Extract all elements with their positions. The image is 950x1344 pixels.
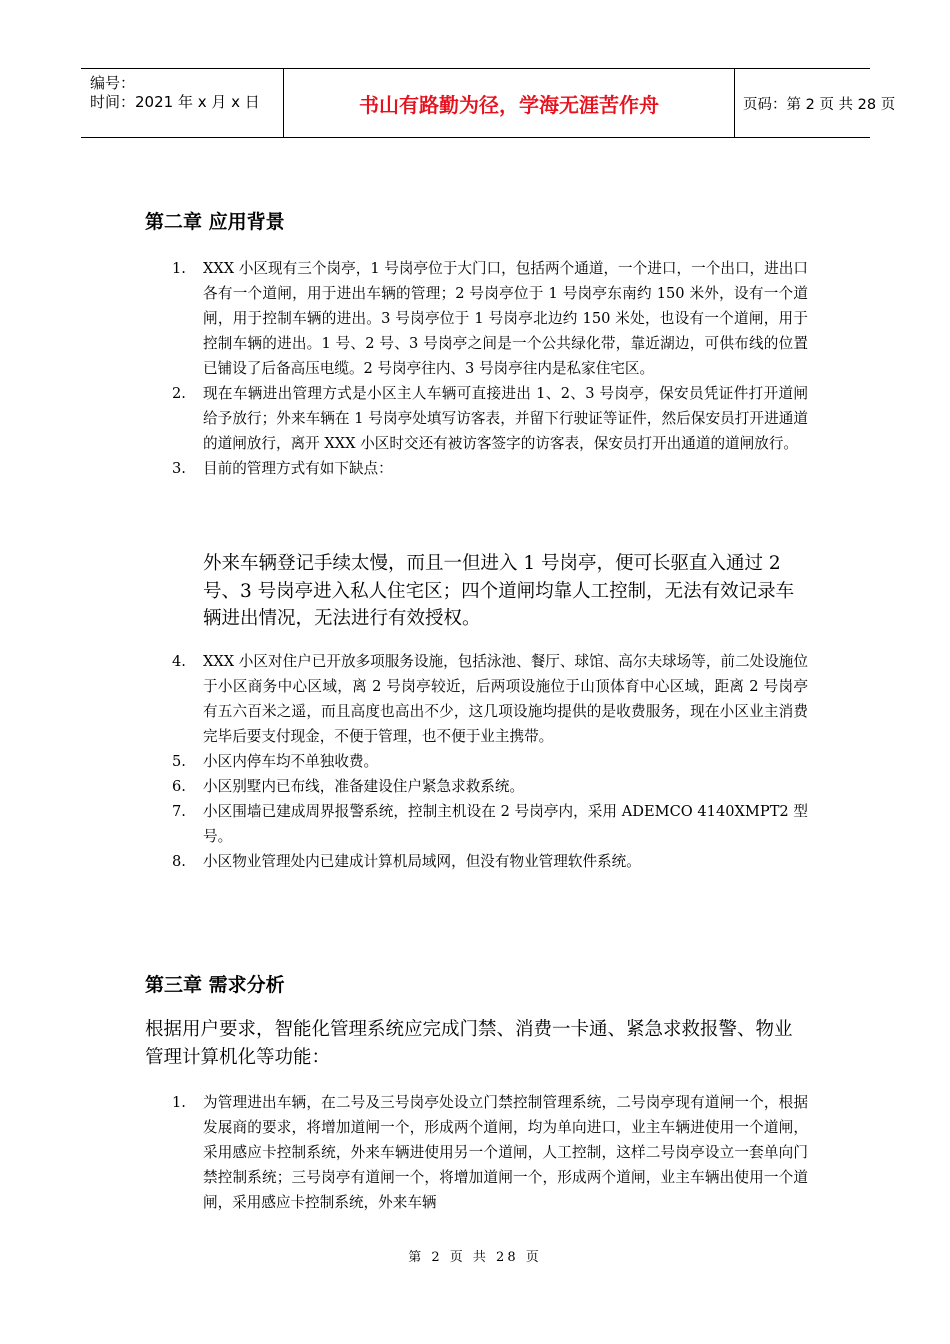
list-item-number: 5.	[172, 753, 186, 770]
list-item-text: 目前的管理方式有如下缺点：	[203, 460, 393, 477]
list-item-number: 8.	[172, 853, 186, 870]
header-page-label: 页码：第 2 页 共 28 页	[743, 96, 896, 113]
chapter-2-list-b	[172, 649, 808, 874]
list-item-text: XXX 小区现有三个岗亭，1 号岗亭位于大门口，包括两个通道，一个进口，一个出口，进出口各有一个道闸，用于进出车辆的管理；2 号岗亭位于 1 号岗亭东南约 150 米外，设有一个道闸，用于控制车辆的进出。3 号岗亭位于 1 号岗亭北边约 150 米处，也设有一个道闸，用于控制车辆的进出。1 号、2 号、3 号岗亭之间是一个公共绿化带，靠近湖边，可供布线的位置已铺设了后备高压电缆。2 号岗亭往内、3 号岗亭往内是私家住宅区。	[203, 260, 808, 377]
list-item-text: 小区别墅内已布线，准备建设住户紧急求救系统。	[203, 778, 525, 795]
footer-page-number: 第 2 页 共 28 页	[408, 1250, 542, 1265]
list-item-text: XXX 小区对住户已开放多项服务设施，包括泳池、餐厅、球馆、高尔夫球场等，前二处设施位于小区商务中心区域，离 2 号岗亭较近，后两项设施位于山顶体育中心区域，距离 2 号岗亭有五六百米之遥，而且高度也高出不少，这几项设施均提供的是收费服务，现在小区业主消费完毕后要支付现金，不便于管理，也不便于业主携带。	[203, 653, 808, 745]
list-item	[172, 256, 808, 381]
list-item	[172, 649, 808, 749]
list-item-text: 小区物业管理处内已建成计算机局域网，但没有物业管理软件系统。	[203, 853, 641, 870]
chapter-3-title: 第三章 需求分析	[145, 974, 285, 996]
list-item-text: 小区内停车均不单独收费。	[203, 753, 379, 770]
list-item-number: 2.	[172, 385, 186, 402]
chapter-2-title: 第二章 应用背景	[145, 211, 285, 233]
header-motto: 书山有路勤为径，学海无涯苦作舟	[359, 92, 659, 117]
list-item-number: 4.	[172, 653, 186, 670]
list-item-number: 3.	[172, 460, 186, 477]
list-item-text: 现在车辆进出管理方式是小区主人车辆可直接进出 1、2、3 号岗亭，保安员凭证件打开道闸给予放行；外来车辆在 1 号岗亭处填写访客表，并留下行驶证等证件，然后保安员打开进通道的道闸放行，离开 XXX 小区时交还有被访客签字的访客表，保安员打开出通道的道闸放行。	[203, 385, 808, 452]
header-page-cell	[734, 69, 896, 137]
list-item-number: 6.	[172, 778, 186, 795]
header-info-cell	[81, 69, 283, 137]
list-item	[172, 849, 808, 874]
document-header	[81, 68, 896, 138]
defects-paragraph: 外来车辆登记手续太慢，而且一但进入 1 号岗亭，便可长驱直入通过 2 号、3 号岗亭进入私人住宅区；四个道闸均靠人工控制，无法有效记录车辆进出情况，无法进行有效授权。	[203, 553, 795, 629]
list-item	[172, 799, 808, 849]
list-item	[172, 456, 808, 481]
page-footer	[0, 1246, 950, 1265]
chapter-2-list-a	[172, 256, 808, 481]
list-item	[172, 381, 808, 456]
document-number-label: 编号：	[90, 74, 136, 92]
chapter-3-list	[172, 1090, 808, 1215]
list-item	[172, 774, 808, 799]
document-date-label: 时间：2021 年 x 月 x 日	[90, 93, 260, 111]
list-item-number: 1.	[172, 1094, 186, 1111]
list-item-text: 为管理进出车辆，在二号及三号岗亭处设立门禁控制管理系统，二号岗亭现有道闸一个，根据发展商的要求，将增加道闸一个，形成两个道闸，均为单向进口，业主车辆进使用一个道闸，采用感应卡控制系统，外来车辆进使用另一个道闸，人工控制，这样二号岗亭设立一套单向门禁控制系统；三号岗亭有道闸一个，将增加道闸一个，形成两个道闸，业主车辆出使用一个道闸，采用感应卡控制系统，外来车辆	[203, 1094, 808, 1211]
list-item-number: 1.	[172, 260, 186, 277]
list-item	[172, 749, 808, 774]
list-item-number: 7.	[172, 803, 186, 820]
chapter-3-intro: 根据用户要求，智能化管理系统应完成门禁、消费一卡通、紧急求救报警、物业管理计算机化等功能：	[145, 1019, 793, 1068]
list-item	[172, 1090, 808, 1215]
list-item-text: 小区围墙已建成周界报警系统，控制主机设在 2 号岗亭内，采用 ADEMCO 4140XMPT2 型号。	[203, 803, 808, 845]
header-motto-cell	[283, 69, 735, 137]
